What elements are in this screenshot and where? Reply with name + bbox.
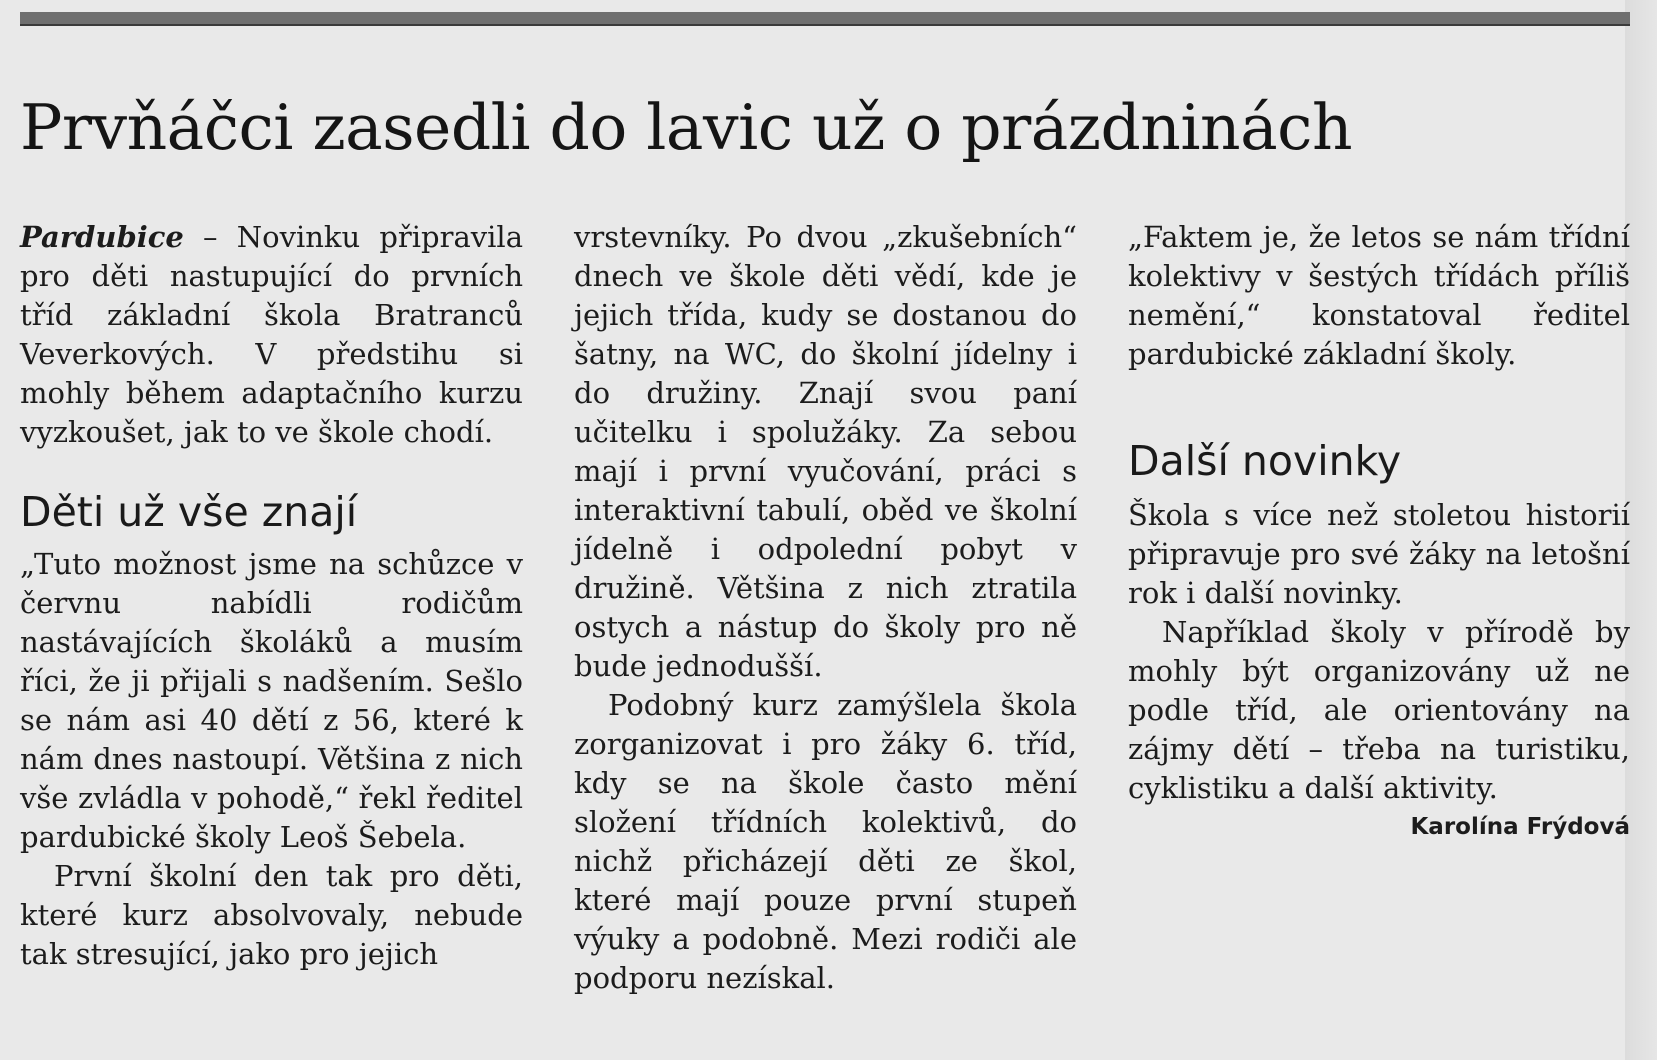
- body-paragraph-1-cont: vrstevníky. Po dvou „zkušebních“ dnech ve škole děti vědí, kde je jejich třída, kudy se dostanou do šatny, na WC, do školní jídelny i do družiny. Znají svou paní učitelku i spolužáky. Za sebou mají i první vyučování, práci s interaktivní tabulí, oběd ve školní jídelně i odpolední pobyt v družině. Většina z nich ztratila ostych a nástup do školy pro ně bude jednodušší.: [574, 220, 1077, 683]
- section-heading-novinky: Další novinky: [1128, 437, 1402, 485]
- quote-paragraph: „Tuto možnost jsme na schůzce v červnu nabídli rodičům nastávajících školáků a musím říci, že ji přijali s nadšením. Sešlo se nám asi 40 dětí z 56, které k nám dnes nastoupí. Většina z nich vše zvládla v pohodě,“ řekl ředitel pardubické školy Leoš Šebela.: [20, 547, 523, 854]
- body-paragraph-2: Podobný kurz zamýšlela škola zorganizovat i pro žáky 6. tříd, kdy se na škole často mění složení třídních kolektivů, do nichž přicházejí děti ze škol, které mají pouze první stupeň výuky a podobně. Mezi rodiči ale podporu nezískal.: [574, 688, 1077, 995]
- author-byline: Karolína Frýdová: [1410, 814, 1630, 840]
- novinky-paragraph-2: Například školy v přírodě by mohly být organizovány už ne podle tříd, ale orientovány na zájmy dětí – třeba na turistiku, cyklistiku a další aktivity. Karolína Frýdová: [1128, 613, 1630, 808]
- article-column-2: [574, 218, 1077, 998]
- novinky-paragraph-1: Škola s více než stoletou historií připravuje pro své žáky na letošní rok i další novinky.: [1128, 498, 1630, 610]
- top-rule: [20, 12, 1630, 26]
- lead-paragraph: [20, 218, 523, 452]
- article-column-1: [20, 218, 523, 974]
- lead-text: – Novinku připravila pro děti nastupující do prvních tříd základní škola Bratranců Veverkových. V předstihu si mohly během adaptačního kurzu vyzkoušet, jak to ve škole chodí.: [20, 220, 523, 449]
- section-heading-deti: Děti už vše znají: [20, 488, 358, 536]
- quote-paragraph-2-cont: „Faktem je, že letos se nám třídní kolektivy v šestých třídách příliš nemění,“ konstatoval ředitel pardubické základní školy.: [1128, 220, 1630, 371]
- article-column-3: [1128, 218, 1630, 847]
- dateline: Pardubice: [20, 220, 184, 254]
- body-paragraph-1: První školní den tak pro děti, které kurz absolvovaly, nebude tak stresující, jako pro jejich: [20, 859, 523, 971]
- headline: Prvňáčci zasedli do lavic už o prázdninách: [20, 91, 1353, 164]
